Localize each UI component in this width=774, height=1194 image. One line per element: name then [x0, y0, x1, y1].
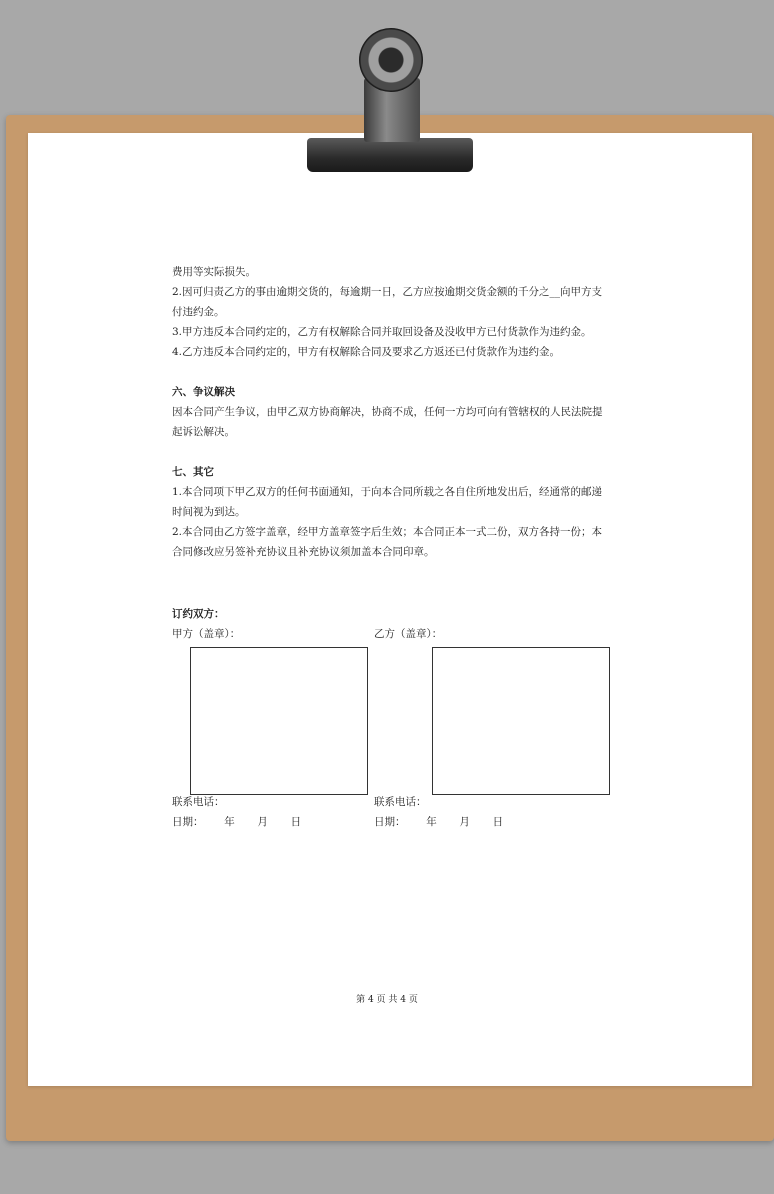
year-label: 年	[224, 816, 235, 828]
paragraph-loss: 费用等实际损失。	[172, 266, 256, 278]
party-b-phone-label: 联系电话：	[374, 796, 427, 808]
contract-text	[172, 262, 612, 562]
date-label: 日期：	[172, 816, 204, 828]
section-dispute-text: 因本合同产生争议，由甲乙双方协商解决，协商不成，任何一方均可向有管辖权的人民法院提起诉讼解决。	[172, 406, 603, 438]
page-number: 第 4 页 共 4 页	[356, 995, 418, 1005]
party-a-date	[172, 812, 301, 832]
party-b-stamp-box	[432, 647, 610, 795]
day-label: 日	[492, 816, 504, 828]
section-dispute-heading: 六、争议解决	[172, 386, 235, 398]
party-a-stamp-box	[190, 647, 368, 795]
year-label: 年	[426, 816, 437, 828]
paragraph-late-delivery: 2.因可归责乙方的事由逾期交货的，每逾期一日，乙方应按逾期交货金额的千分之__向甲方支付违约金。	[172, 286, 603, 318]
date-label: 日期：	[374, 816, 406, 828]
day-label: 日	[290, 816, 302, 828]
section-other-heading: 七、其它	[172, 466, 214, 478]
section-other-item-1: 1.本合同项下甲乙双方的任何书面通知，于向本合同所载之各自住所地发出后，经通常的邮递时间视为到达。	[172, 486, 603, 518]
paragraph-party-b-breach: 4.乙方违反本合同约定的，甲方有权解除合同及要求乙方返还已付货款作为违约金。	[172, 346, 561, 358]
month-label: 月	[257, 816, 268, 828]
paragraph-party-a-breach: 3.甲方违反本合同约定的，乙方有权解除合同并取回设备及没收甲方已付货款作为违约金。	[172, 326, 592, 338]
signing-parties-title: 订约双方：	[172, 608, 225, 620]
binder-clip-icon	[307, 138, 473, 172]
section-other-item-2: 2.本合同由乙方签字盖章，经甲方盖章签字后生效；本合同正本一式二份，双方各持一份；本合同修改应另签补充协议且补充协议须加盖本合同印章。	[172, 526, 603, 558]
clip-ring-icon	[359, 28, 423, 92]
signature-section	[172, 604, 622, 844]
party-a-label: 甲方（盖章）：	[172, 628, 241, 640]
party-a-phone-label: 联系电话：	[172, 796, 225, 808]
month-label: 月	[459, 816, 470, 828]
party-b-date	[374, 812, 503, 832]
party-b-label: 乙方（盖章）：	[374, 628, 443, 640]
